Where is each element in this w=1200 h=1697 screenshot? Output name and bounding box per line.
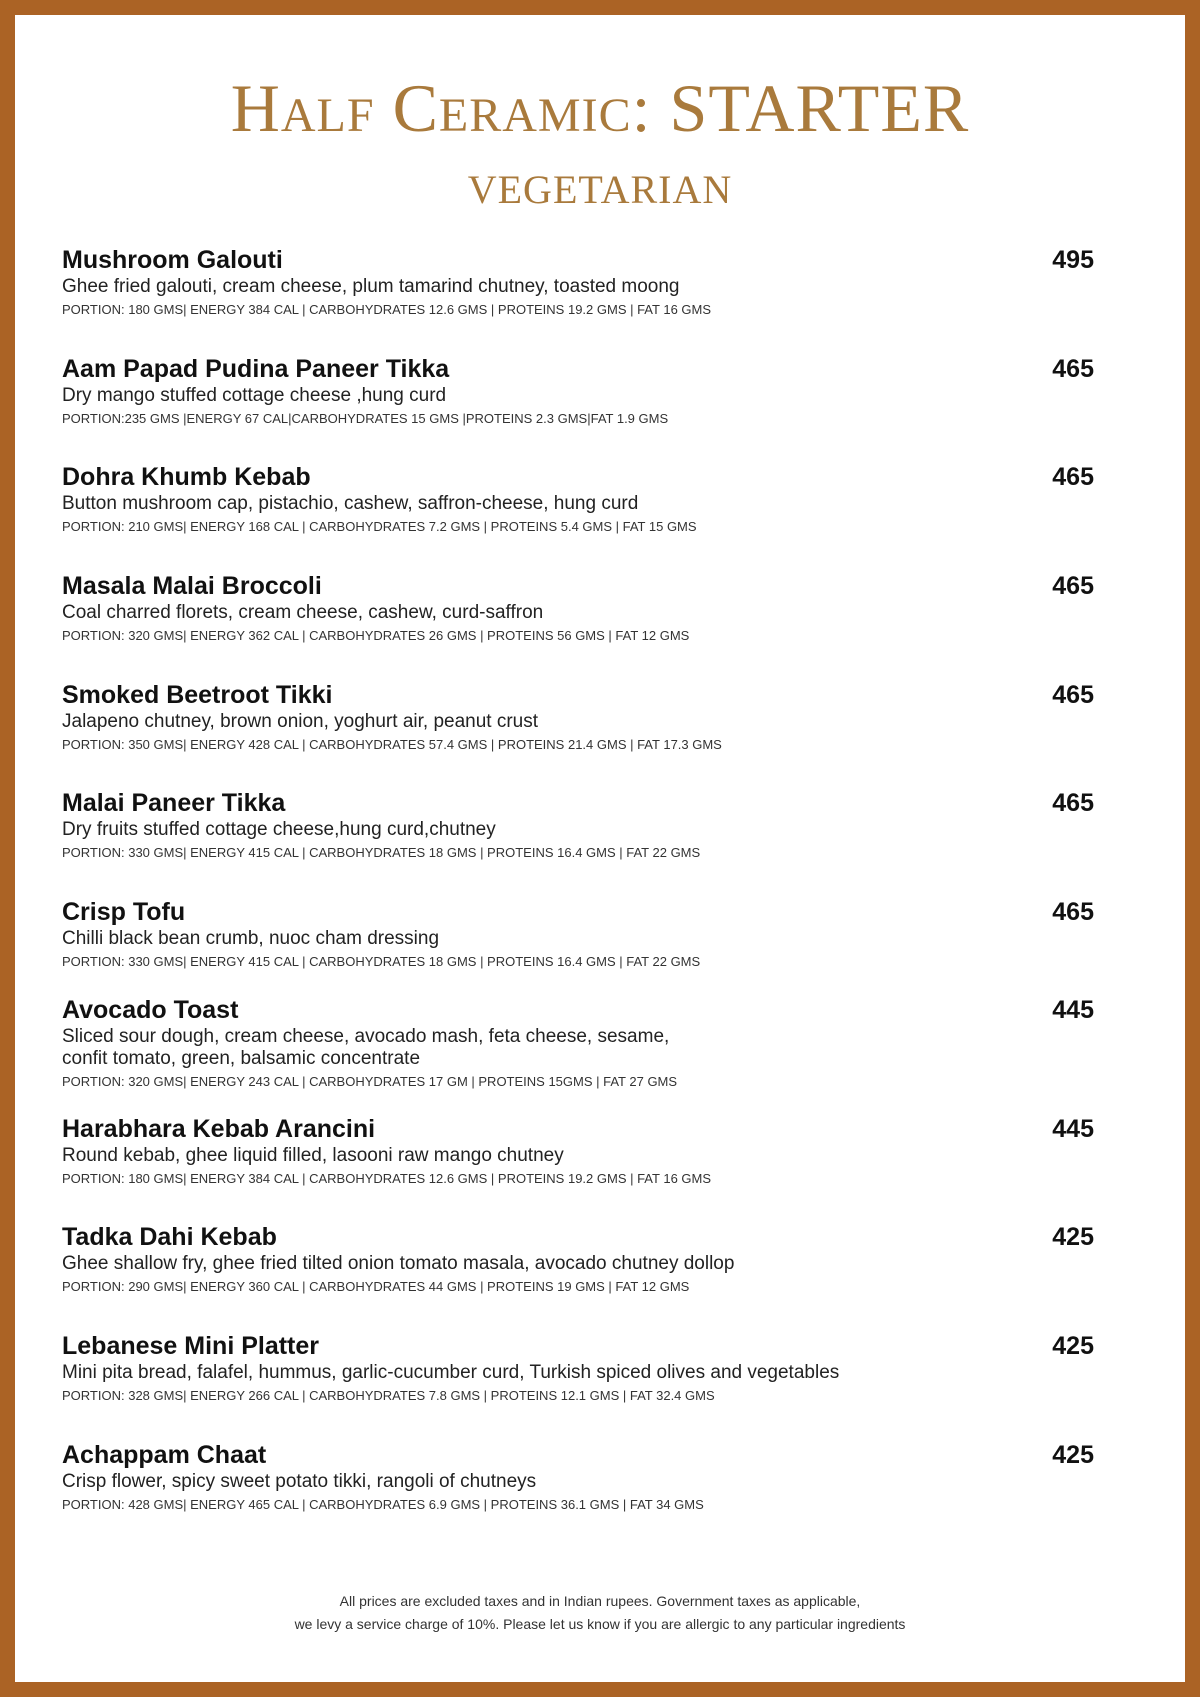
- item-nutrition: PORTION: 330 GMS| ENERGY 415 CAL | CARBOHYDRATES 18 GMS | PROTEINS 16.4 GMS | FAT 22 GMS: [62, 954, 701, 969]
- item-name: Mushroom Galouti: [62, 246, 283, 274]
- item-description: Chilli black bean crumb, nuoc cham dressing: [62, 928, 440, 949]
- item-name: Tadka Dahi Kebab: [62, 1223, 277, 1251]
- item-price: 465: [1052, 463, 1094, 491]
- menu-item: [62, 1331, 1092, 1405]
- footer-note: [0, 1590, 1200, 1636]
- menu-item: [62, 897, 1092, 971]
- item-nutrition: PORTION: 180 GMS| ENERGY 384 CAL | CARBOHYDRATES 12.6 GMS | PROTEINS 19.2 GMS | FAT 16 GMS: [62, 302, 712, 317]
- item-description: Mini pita bread, falafel, hummus, garlic-cucumber curd, Turkish spiced olives and vegetables: [62, 1362, 840, 1383]
- item-price: 425: [1052, 1441, 1094, 1469]
- footer-line: All prices are excluded taxes and in Indian rupees. Government taxes as applicable,: [339, 1593, 861, 1609]
- item-name: Crisp Tofu: [62, 898, 186, 926]
- footer-line: we levy a service charge of 10%. Please let us know if you are allergic to any particular ingredients: [294, 1616, 906, 1632]
- item-description: Dry fruits stuffed cottage cheese,hung curd,chutney: [62, 819, 496, 840]
- item-nutrition: PORTION: 320 GMS| ENERGY 243 CAL | CARBOHYDRATES 17 GM | PROTEINS 15GMS | FAT 27 GMS: [62, 1074, 678, 1089]
- item-name: Avocado Toast: [62, 996, 239, 1024]
- menu-item: [62, 1440, 1092, 1514]
- item-price: 465: [1052, 898, 1094, 926]
- item-name: Harabhara Kebab Arancini: [62, 1115, 376, 1143]
- menu-item: [62, 571, 1092, 645]
- item-nutrition: PORTION: 320 GMS| ENERGY 362 CAL | CARBOHYDRATES 26 GMS | PROTEINS 56 GMS | FAT 12 GMS: [62, 628, 690, 643]
- section-subtitle: VEGETARIAN: [467, 167, 733, 212]
- item-nutrition: PORTION: 290 GMS| ENERGY 360 CAL | CARBOHYDRATES 44 GMS | PROTEINS 19 GMS | FAT 12 GMS: [62, 1279, 690, 1294]
- item-name: Aam Papad Pudina Paneer Tikka: [62, 355, 450, 383]
- item-nutrition: PORTION: 428 GMS| ENERGY 465 CAL | CARBOHYDRATES 6.9 GMS | PROTEINS 36.1 GMS | FAT 34 GMS: [62, 1497, 704, 1512]
- page-title: Half Ceramic: STARTER: [230, 70, 970, 146]
- item-description: Ghee fried galouti, cream cheese, plum tamarind chutney, toasted moong: [62, 276, 680, 297]
- menu-item: [62, 995, 1092, 1091]
- item-nutrition: PORTION:235 GMS |ENERGY 67 CAL|CARBOHYDRATES 15 GMS |PROTEINS 2.3 GMS|FAT 1.9 GMS: [62, 411, 669, 426]
- item-price: 465: [1052, 681, 1094, 709]
- item-price: 425: [1052, 1223, 1094, 1251]
- item-nutrition: PORTION: 328 GMS| ENERGY 266 CAL | CARBOHYDRATES 7.8 GMS | PROTEINS 12.1 GMS | FAT 32.4 GMS: [62, 1388, 715, 1403]
- item-name: Lebanese Mini Platter: [62, 1332, 320, 1360]
- item-description: Jalapeno chutney, brown onion, yoghurt air, peanut crust: [62, 711, 539, 732]
- item-description: Coal charred florets, cream cheese, cashew, curd-saffron: [62, 602, 544, 623]
- item-name: Masala Malai Broccoli: [62, 572, 322, 600]
- item-name: Achappam Chaat: [62, 1441, 267, 1469]
- item-description: Button mushroom cap, pistachio, cashew, saffron-cheese, hung curd: [62, 493, 639, 514]
- item-name: Smoked Beetroot Tikki: [62, 681, 333, 709]
- item-nutrition: PORTION: 350 GMS| ENERGY 428 CAL | CARBOHYDRATES 57.4 GMS | PROTEINS 21.4 GMS | FAT 17.3 GMS: [62, 737, 722, 752]
- item-nutrition: PORTION: 180 GMS| ENERGY 384 CAL | CARBOHYDRATES 12.6 GMS | PROTEINS 19.2 GMS | FAT 16 GMS: [62, 1171, 712, 1186]
- item-description: Dry mango stuffed cottage cheese ,hung curd: [62, 385, 447, 406]
- item-name: Dohra Khumb Kebab: [62, 463, 311, 491]
- item-nutrition: PORTION: 210 GMS| ENERGY 168 CAL | CARBOHYDRATES 7.2 GMS | PROTEINS 5.4 GMS | FAT 15 GMS: [62, 519, 697, 534]
- item-name: Malai Paneer Tikka: [62, 789, 286, 817]
- item-price: 445: [1052, 996, 1094, 1024]
- item-price: 425: [1052, 1332, 1094, 1360]
- item-nutrition: PORTION: 330 GMS| ENERGY 415 CAL | CARBOHYDRATES 18 GMS | PROTEINS 16.4 GMS | FAT 22 GMS: [62, 845, 701, 860]
- item-description: Sliced sour dough, cream cheese, avocado mash, feta cheese, sesame, confit tomato, green, balsamic concentrate: [62, 1026, 670, 1069]
- menu-item: [62, 1222, 1092, 1296]
- item-price: 465: [1052, 572, 1094, 600]
- menu-item: [62, 788, 1092, 862]
- menu-item: [62, 680, 1092, 754]
- item-description: Round kebab, ghee liquid filled, lasooni raw mango chutney: [62, 1145, 564, 1166]
- menu-item: [62, 1114, 1092, 1188]
- item-price: 495: [1052, 246, 1094, 274]
- menu-item: [62, 462, 1092, 536]
- item-price: 465: [1052, 789, 1094, 817]
- item-description: Crisp flower, spicy sweet potato tikki, rangoli of chutneys: [62, 1471, 537, 1492]
- item-price: 445: [1052, 1115, 1094, 1143]
- item-description: Ghee shallow fry, ghee fried tilted onion tomato masala, avocado chutney dollop: [62, 1253, 735, 1274]
- menu-item: [62, 245, 1092, 319]
- menu-item: [62, 354, 1092, 428]
- item-price: 465: [1052, 355, 1094, 383]
